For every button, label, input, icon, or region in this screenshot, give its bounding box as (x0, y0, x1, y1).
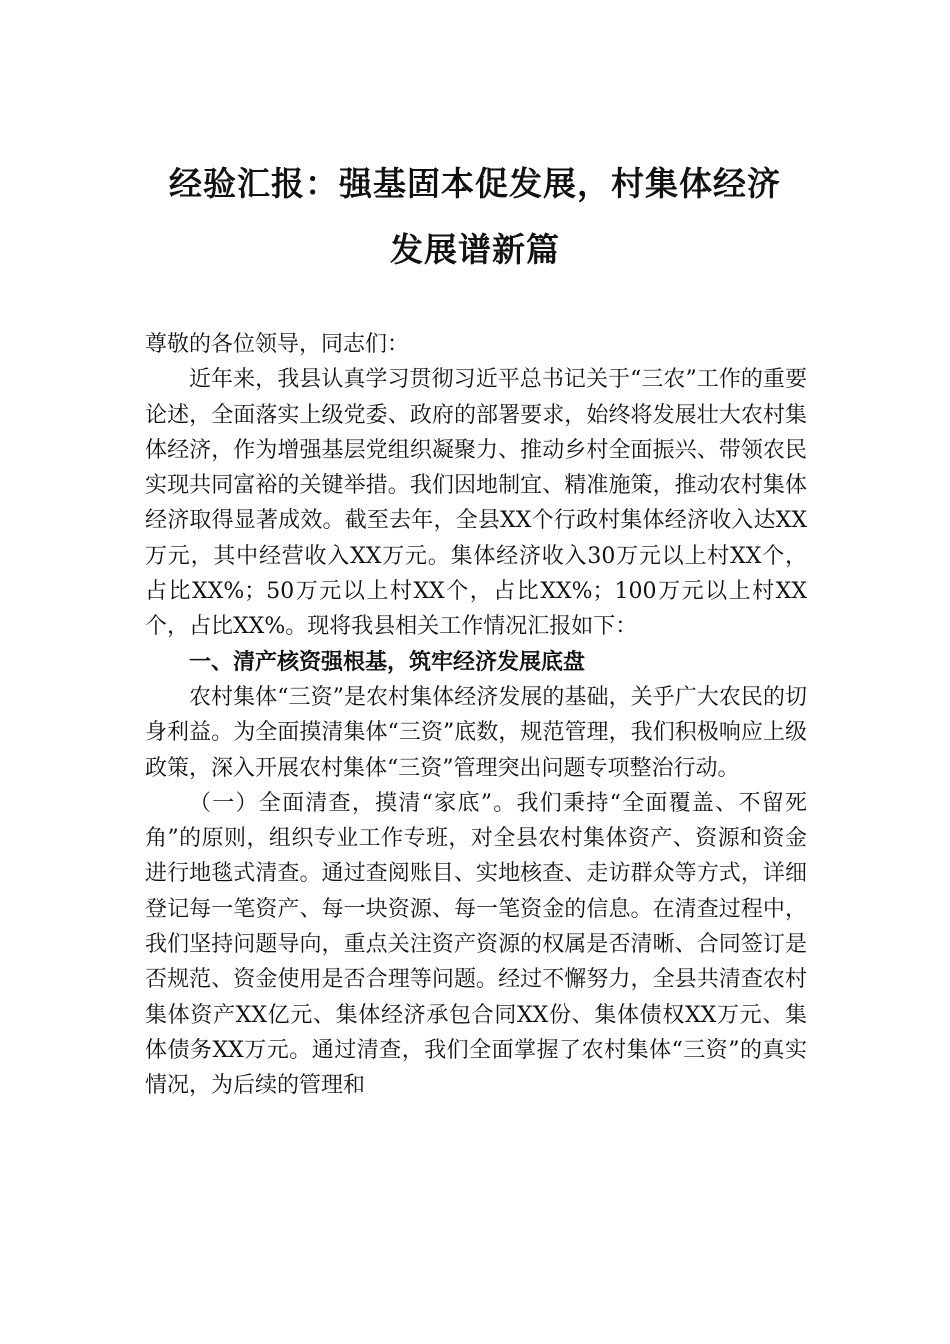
intro-paragraph: 近年来，我县认真学习贯彻习近平总书记关于“三农”工作的重要论述，全面落实上级党委、政府的部署要求，始终将发展壮大农村集体经济，作为增强基层党组织凝聚力、推动乡村全面振兴、带领农民实现共同富裕的关键举措。我们因地制宜、精准施策，推动农村集体经济取得显著成效。截至去年，全县XX个行政村集体经济收入达XX万元，其中经营收入XX万元。集体经济收入30万元以上村XX个，占比XX%；50万元以上村XX个，占比XX%；100万元以上村XX个，占比XX%。现将我县相关工作情况汇报如下： (145, 367, 807, 640)
section-1-heading: 一、清产核资强根基，筑牢经济发展底盘 (189, 649, 586, 675)
section-1-paragraph: 农村集体“三资”是农村集体经济发展的基础，关乎广大农民的切身利益。为全面摸清集体“三资”底数，规范管理，我们积极响应上级政策，深入开展农村集体“三资”管理突出问题专项整治行动。 (145, 684, 807, 781)
document-title-line-1: 经验汇报：强基固本促发展，村集体经济 (169, 164, 781, 203)
salutation: 尊敬的各位领导，同志们： (145, 332, 410, 357)
document-body (145, 327, 807, 1104)
document-title-line-2: 发展谱新篇 (390, 230, 560, 269)
subsection-1-paragraph: （一）全面清查，摸清“家底”。我们秉持“全面覆盖、不留死角”的原则，组织专业工作专班，对全县农村集体资产、资源和资金进行地毯式清查。通过查阅账目、实地核查、走访群众等方式，详细登记每一笔资产、每一块资源、每一笔资金的信息。在清查过程中，我们坚持问题导向，重点关注资产资源的权属是否清晰、合同签订是否规范、资金使用是否合理等问题。经过不懈努力，全县共清查农村集体资产XX亿元、集体经济承包合同XX份、集体债权XX万元、集体债务XX万元。通过清查，我们全面掌握了农村集体“三资”的真实情况，为后续的管理和 (145, 790, 807, 1099)
